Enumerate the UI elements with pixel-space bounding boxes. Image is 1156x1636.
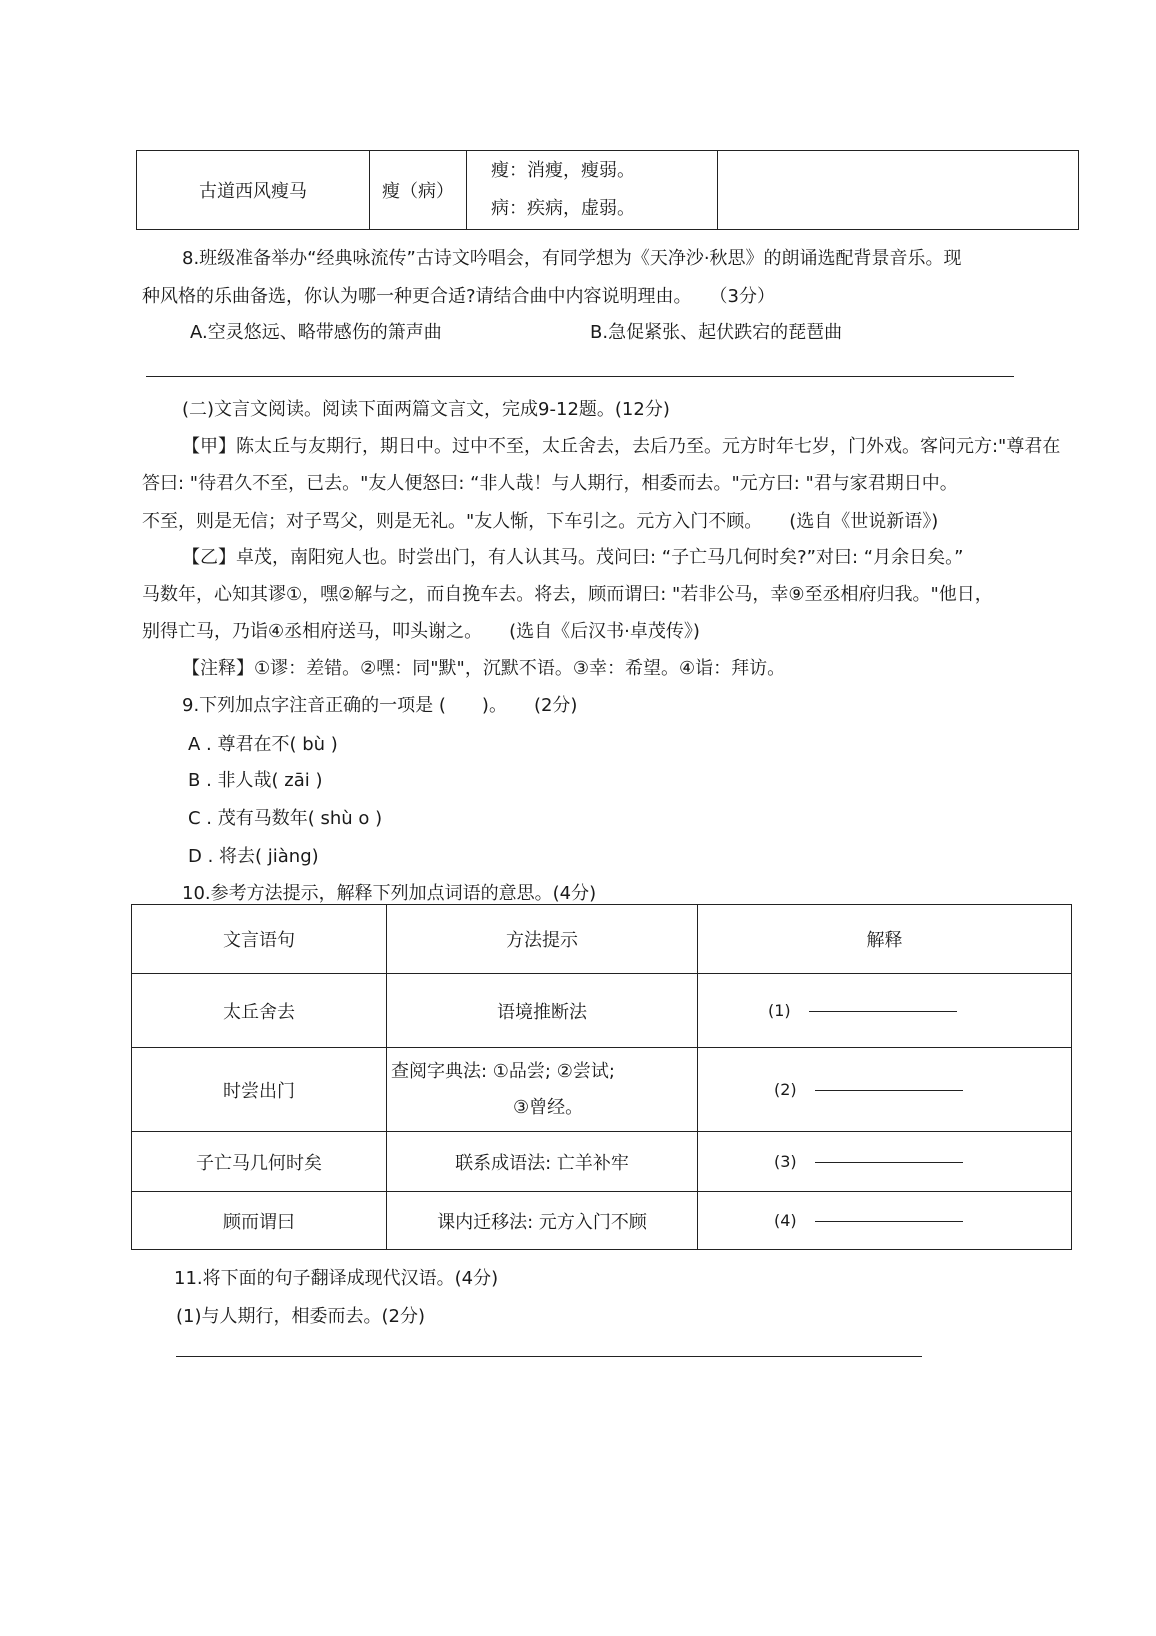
row2-method xyxy=(387,1048,698,1132)
vocab-table xyxy=(136,150,1079,230)
passage-yi-line2: 马数年，心知其谬①，嘿②解与之，而自挽车去。将去，顾而谓曰: "若非公马，幸⑨至丞相府归我。"他日， xyxy=(142,584,993,605)
table-row xyxy=(132,1048,1072,1132)
q8-line1: 8.班级准备举办“经典咏流传”古诗文吟唱会，有同学想为《天净沙·秋思》的朗诵选配背景音乐。现 xyxy=(182,248,962,269)
q10-header-explain: 解释 xyxy=(698,905,1072,974)
q11-answer-line[interactable] xyxy=(176,1356,922,1357)
row4-sentence: 顾而谓曰 xyxy=(132,1192,387,1250)
row2-answer xyxy=(698,1048,1072,1132)
table-cell-answer xyxy=(718,151,1079,230)
q9-option-c: C . 茂有马数年( shù o ) xyxy=(188,808,383,829)
row2-answer-blank[interactable] xyxy=(815,1089,963,1091)
note-thin: 瘦：消瘦，瘦弱。 xyxy=(491,160,635,181)
row1-answer-blank[interactable] xyxy=(809,1010,957,1012)
q10-stem: 10.参考方法提示，解释下列加点词语的意思。(4分) xyxy=(182,883,597,904)
q9-option-a: A . 尊君在不( bù ) xyxy=(188,734,338,755)
q11-stem: 11.将下面的句子翻译成现代汉语。(4分) xyxy=(174,1268,499,1289)
row1-method: 语境推断法 xyxy=(387,974,698,1048)
q8-answer-line xyxy=(146,376,1014,377)
table-cell-phrase xyxy=(137,151,370,230)
row1-answer xyxy=(698,974,1072,1048)
q11-sub1: (1)与人期行，相委而去。(2分) xyxy=(176,1306,425,1327)
passage-yi-line3: 别得亡马，乃诣④丞相府送马，叩头谢之。 (选自《后汉书·卓茂传》) xyxy=(142,621,700,642)
q8-option-b: B.急促紧张、起伏跌宕的琵琶曲 xyxy=(590,322,843,343)
note-ill: 病：疾病，虚弱。 xyxy=(491,198,635,219)
table-row xyxy=(132,1192,1072,1250)
q8-option-a: A.空灵悠远、略带感伤的箫声曲 xyxy=(190,322,442,343)
row3-answer-blank[interactable] xyxy=(815,1161,963,1163)
table-cell-word xyxy=(370,151,467,230)
section2-heading: (二)文言文阅读。阅读下面两篇文言文，完成9-12题。(12分) xyxy=(182,399,670,420)
row1-number: (1) xyxy=(768,1001,791,1020)
word-text: 瘦（病） xyxy=(382,181,454,202)
q10-header-row xyxy=(132,905,1072,974)
row3-number: (3) xyxy=(774,1152,797,1171)
table-row xyxy=(132,1132,1072,1192)
passage-jia-line2: 答曰: "待君久不至，已去。"友人便怒曰: “非人哉！与人期行，相委而去。"元方曰: "君与家君期日中。 xyxy=(142,473,958,494)
q8-line2: 种风格的乐曲备选，你认为哪一种更合适?请结合曲中内容说明理由。 （3分） xyxy=(142,286,776,307)
row1-sentence: 太丘舍去 xyxy=(132,974,387,1048)
phrase-text: 古道西风瘦马 xyxy=(199,181,307,202)
row3-sentence: 子亡马几何时矣 xyxy=(132,1132,387,1192)
row4-answer-blank[interactable] xyxy=(815,1220,963,1222)
row3-method: 联系成语法: 亡羊补牢 xyxy=(387,1132,698,1192)
row4-number: (4) xyxy=(774,1211,797,1230)
passage-jia-line3: 不至，则是无信；对子骂父，则是无礼。"友人惭，下车引之。元方入门不顾。 (选自《世说新语》) xyxy=(142,511,939,532)
row2-method-line2: ③曾经。 xyxy=(513,1096,584,1118)
row4-answer xyxy=(698,1192,1072,1250)
passage-yi-line1: 【乙】卓茂，南阳宛人也。时尝出门，有人认其马。茂问曰: “子亡马几何时矣?”对曰: “月余日矣。” xyxy=(182,547,964,568)
q10-header-method: 方法提示 xyxy=(387,905,698,974)
q9-option-b: B . 非人哉( zāi ) xyxy=(188,770,323,791)
row2-method-line1: 查阅字典法: ①品尝; ②尝试; xyxy=(391,1060,615,1082)
table-row xyxy=(132,974,1072,1048)
row4-method: 课内迁移法: 元方入门不顾 xyxy=(387,1192,698,1250)
q9-stem: 9.下列加点字注音正确的一项是 ( )。 (2分) xyxy=(182,695,578,716)
annotation-notes: 【注释】①谬：差错。②嘿：同"默"，沉默不语。③幸：希望。④诣：拜访。 xyxy=(182,658,786,679)
row2-number: (2) xyxy=(774,1080,797,1099)
q10-table xyxy=(131,904,1072,1250)
passage-jia-line1: 【甲】陈太丘与友期行，期日中。过中不至，太丘舍去，去后乃至。元方时年七岁，门外戏。客问元方:"尊君在 xyxy=(182,436,1061,457)
row2-sentence: 时尝出门 xyxy=(132,1048,387,1132)
q10-header-sentence: 文言语句 xyxy=(132,905,387,974)
q9-option-d: D . 将去( jiàng) xyxy=(188,846,319,867)
table-cell-notes xyxy=(467,151,718,230)
row3-answer xyxy=(698,1132,1072,1192)
